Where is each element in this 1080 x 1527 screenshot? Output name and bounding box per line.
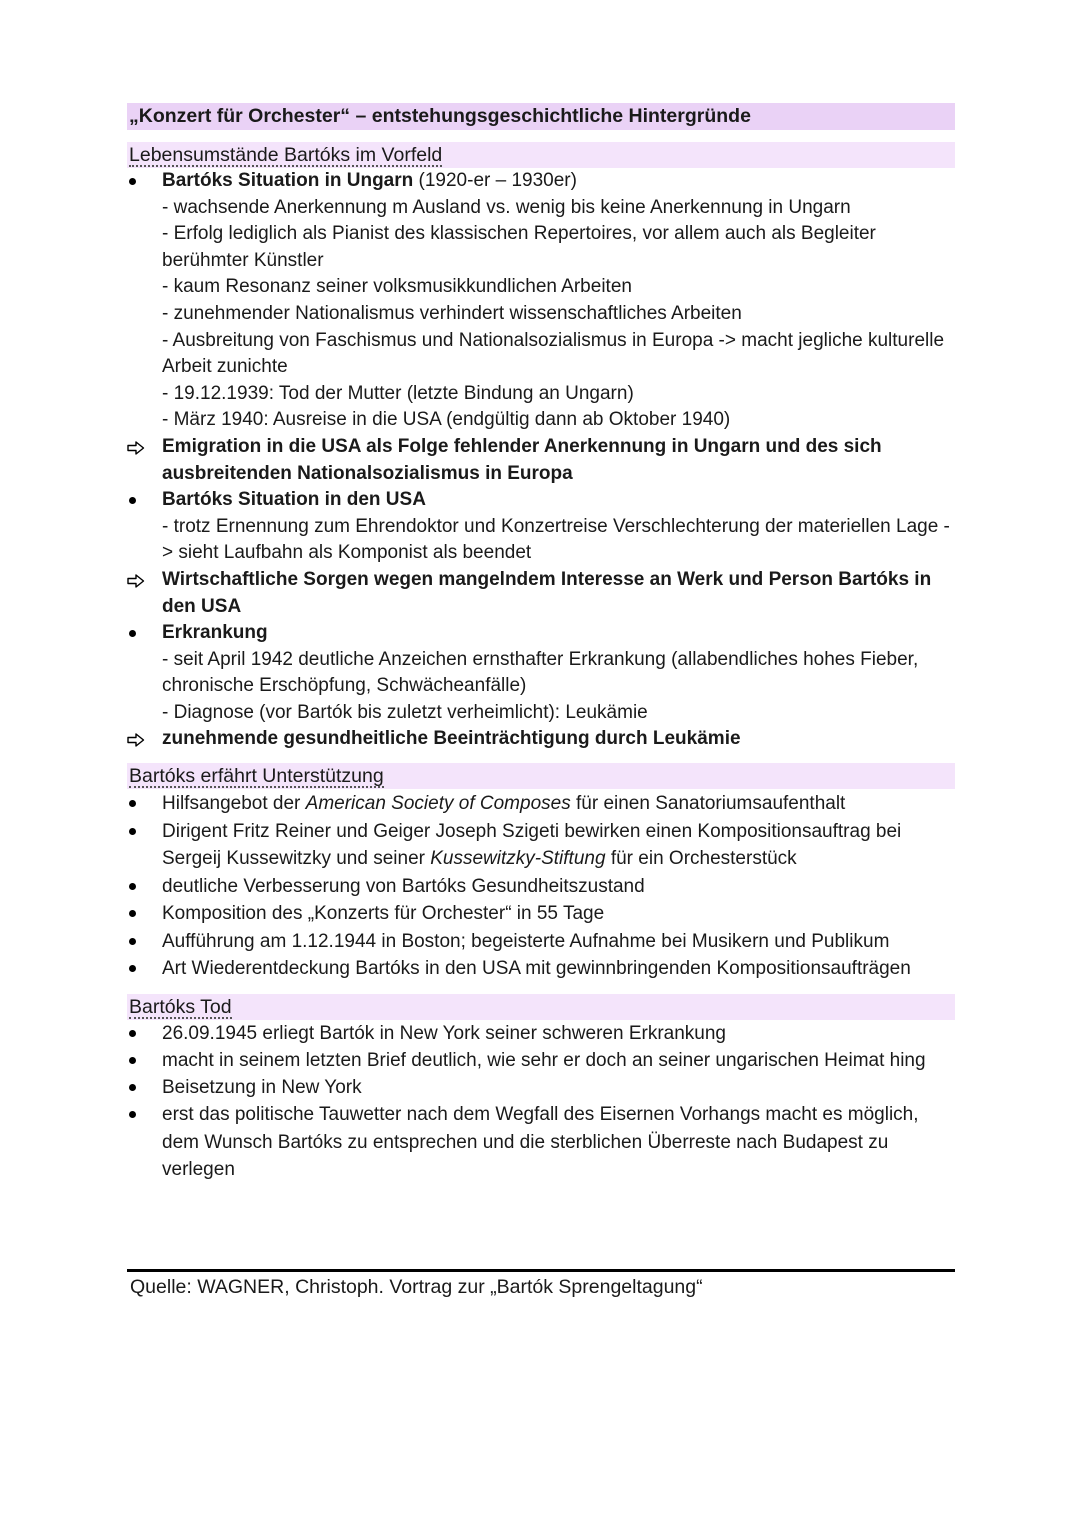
item-text: für ein Orchesterstück: [605, 848, 797, 870]
item-text: Art Wiederentdeckung Bartóks in den USA mit gewinnbringenden Kompositionsaufträgen: [162, 958, 911, 980]
conclusion-item: [127, 726, 955, 753]
list-item: [127, 928, 955, 956]
item-detail: - seit April 1942 deutliche Anzeichen ernsthafter Erkrankung (allabendliches hohes Fieber, chronische Erschöpfung, Schwächeanfälle): [162, 648, 919, 697]
item-text: für einen Sanatoriumsaufenthalt: [570, 793, 846, 815]
list-item: [127, 818, 955, 873]
source-citation: Quelle: WAGNER, Christoph. Vortrag zur „Bartók Sprengeltagung“: [130, 1276, 703, 1298]
conclusion-item: [127, 567, 955, 620]
conclusion-text: zunehmende gesundheitliche Beeinträchtigung durch Leukämie: [162, 728, 741, 750]
conclusion-item: [127, 434, 955, 487]
document-page: [127, 103, 955, 1183]
item-detail: - 19.12.1939: Tod der Mutter (letzte Bindung an Ungarn): [162, 382, 634, 404]
item-text-italic: Kussewitzky-Stiftung: [430, 848, 606, 870]
conclusion-text: Emigration in die USA als Folge fehlender Anerkennung in Ungarn und des sich ausbreitenden Nationalsozialismus in Europa: [162, 435, 882, 484]
item-text-italic: American Society of Composes: [305, 793, 571, 815]
list-item: [127, 790, 955, 818]
list-item: [127, 873, 955, 901]
item-detail: - zunehmender Nationalismus verhindert wissenschaftliches Arbeiten: [162, 302, 742, 324]
section3-list: [127, 1020, 955, 1184]
list-item: [127, 620, 955, 726]
list-item: [127, 955, 955, 983]
item-text: deutliche Verbesserung von Bartóks Gesundheitszustand: [162, 875, 645, 897]
item-text: Hilfsangebot der: [162, 793, 306, 815]
section-heading-lebensumstaende: [127, 142, 955, 168]
item-heading: Bartóks Situation in den USA: [162, 489, 426, 511]
section-heading-unterstuetzung: [127, 763, 955, 789]
list-item: [127, 487, 955, 567]
item-period: (1920-er – 1930er): [413, 170, 577, 191]
document-title: „Konzert für Orchester“ – entstehungsgeschichtliche Hintergründe: [127, 103, 955, 130]
section1-list: [127, 168, 955, 753]
item-detail: - kaum Resonanz seiner volksmusikkundlichen Arbeiten: [162, 276, 632, 298]
list-item: [127, 1047, 955, 1074]
footer-divider: [127, 1269, 955, 1272]
item-text: 26.09.1945 erliegt Bartók in New York seiner schweren Erkrankung: [162, 1022, 726, 1044]
item-detail: - Ausbreitung von Faschismus und Nationalsozialismus in Europa -> macht jegliche kulturelle Arbeit zunichte: [162, 329, 945, 378]
item-text: Komposition des „Konzerts für Orchester“ in 55 Tage: [162, 903, 605, 925]
item-detail: - trotz Ernennung zum Ehrendoktor und Konzertreise Verschlechterung der materiellen Lage -> sieht Laufbahn als Komponist als beendet: [162, 515, 950, 564]
item-text: Beisetzung in New York: [162, 1077, 362, 1099]
item-text: Dirigent Fritz Reiner und Geiger Joseph Szigeti bewirken einen Kompositionsauftrag bei Sergeij Kussewitzky und seiner: [162, 820, 902, 870]
conclusion-text: Wirtschaftliche Sorgen wegen mangelndem Interesse an Werk und Person Bartóks in den USA: [162, 568, 932, 617]
item-text: erst das politische Tauwetter nach dem Wegfall des Eisernen Vorhangs macht es möglich, dem Wunsch Bartóks zu entsprechen und die sterblichen Überreste nach Budapest zu verlegen: [162, 1104, 919, 1181]
section-heading-text: Bartóks erfährt Unterstützung: [129, 765, 384, 788]
item-heading: Erkrankung: [162, 622, 268, 644]
list-item: [127, 900, 955, 928]
item-detail: - wachsende Anerkennung m Ausland vs. wenig bis keine Anerkennung in Ungarn: [162, 196, 851, 218]
item-detail: - Erfolg lediglich als Pianist des klassischen Repertoires, vor allem auch als Begleiter berühmter Künstler: [162, 223, 876, 271]
section2-list: [127, 790, 955, 983]
list-item: [127, 1074, 955, 1101]
list-item: [127, 168, 955, 434]
item-text: macht in seinem letzten Brief deutlich, wie sehr er doch an seiner ungarischen Heimat hing: [162, 1049, 926, 1071]
section-heading-text: Lebensumstände Bartóks im Vorfeld: [129, 144, 443, 166]
item-text: Aufführung am 1.12.1944 in Boston; begeisterte Aufnahme bei Musikern und Publikum: [162, 930, 890, 952]
list-item: [127, 1101, 955, 1183]
item-detail: - Diagnose (vor Bartók bis zuletzt verheimlicht): Leukämie: [162, 701, 648, 723]
list-item: [127, 1020, 955, 1047]
item-heading: Bartóks Situation in Ungarn: [162, 170, 414, 191]
item-detail: - März 1940: Ausreise in die USA (endgültig dann ab Oktober 1940): [162, 409, 731, 431]
section-heading-tod: [127, 994, 955, 1020]
section-heading-text: Bartóks Tod: [129, 995, 232, 1018]
